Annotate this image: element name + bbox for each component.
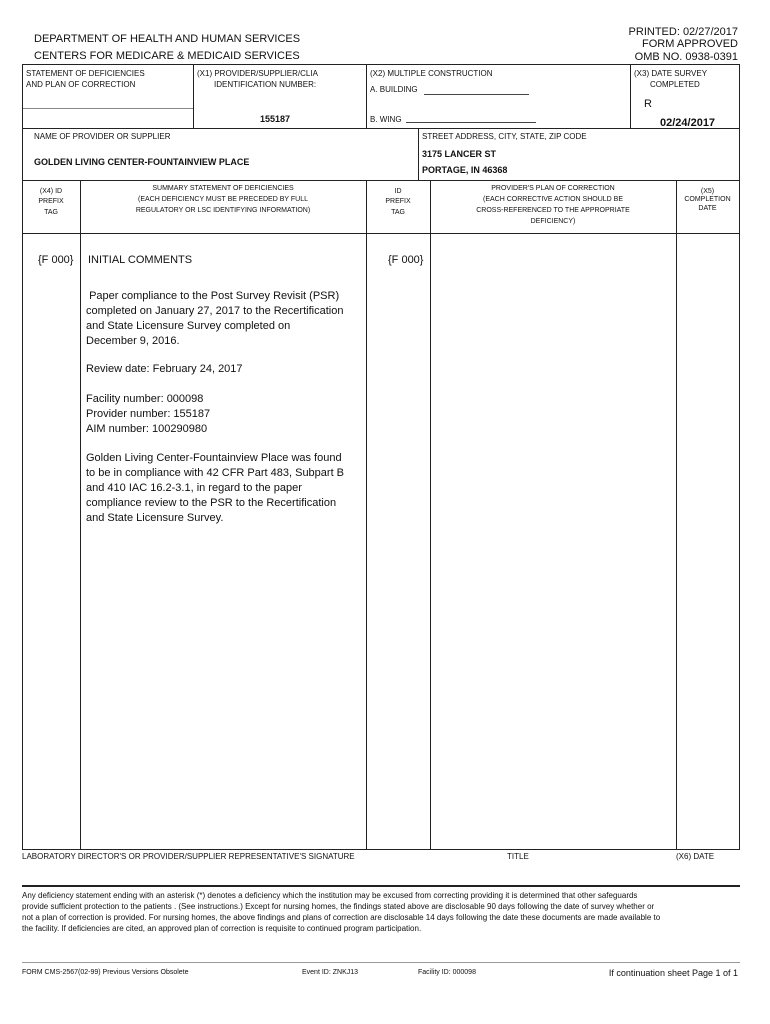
footer-rule <box>22 962 740 963</box>
signature-date-label: (X6) DATE <box>676 852 715 861</box>
building-label: A. BUILDING <box>370 85 418 94</box>
compliance-finding: Golden Living Center-Fountainview Place was found to be in compliance with 42 CFR Part 483, Subpart B and 410 IAC 16.2-3.1, in regard to the paper compliance review to the PSR to the Recertification and State Licensure Survey. <box>86 452 345 524</box>
street-address: 3175 LANCER ST <box>422 149 497 159</box>
review-date: Review date: February 24, 2017 <box>86 363 243 375</box>
prefix-tag-right: {F 000} <box>388 254 424 266</box>
col-divider-2 <box>366 180 367 849</box>
box1-bottom-border <box>22 128 740 129</box>
x5-header-2: COMPLETION <box>684 196 731 203</box>
plan-header-2: (EACH CORRECTIVE ACTION SHOULD BE <box>482 196 624 203</box>
x3-sublabel: COMPLETED <box>650 80 700 89</box>
initial-comments-heading: INITIAL COMMENTS <box>88 254 193 266</box>
id-header: ID <box>394 188 402 195</box>
box2-bottom-border <box>22 180 740 181</box>
statement-label: STATEMENT OF DEFICIENCIES <box>26 69 145 78</box>
provider-name: GOLDEN LIVING CENTER-FOUNTAINVIEW PLACE <box>34 157 250 167</box>
id-header-3: TAG <box>391 209 405 216</box>
city-state-zip: PORTAGE, IN 46368 <box>422 165 508 175</box>
aim-number: AIM number: 100290980 <box>86 423 208 435</box>
printed-date: PRINTED: 02/27/2017 <box>628 26 738 38</box>
x5-header: (X5) <box>700 188 715 195</box>
col-divider-1 <box>80 180 81 849</box>
x3-label: (X3) DATE SURVEY <box>634 69 708 78</box>
box1-divider-2 <box>366 64 367 128</box>
id-header-2: PREFIX <box>385 198 411 205</box>
column-header-bottom <box>22 233 740 234</box>
x4-header: (X4) ID <box>39 188 63 195</box>
facility-id: Facility ID: 000098 <box>418 969 476 976</box>
compliance-paragraph: Paper compliance to the Post Survey Revisit (PSR) completed on January 27, 2017 to the Recertification and State Licensure Survey completed on December 9, 2016. <box>86 290 347 347</box>
title-label: TITLE <box>507 852 529 861</box>
provider-id: 155187 <box>260 114 291 124</box>
prefix-tag-left: {F 000} <box>38 254 74 266</box>
table-right-border <box>739 64 740 849</box>
provider-name-label: NAME OF PROVIDER OR SUPPLIER <box>34 132 171 141</box>
disclaimer-text: Any deficiency statement ending with an asterisk (*) denotes a deficiency which the institution may be excused from correcting providing it is determined that other safeguards provide sufficient protection to the patients . (See instructions.) Except for nursing homes, the findings stated above are disclosable 90 days following the date of survey whether or not a plan of correction is provided. For nursing homes, the above findings and plans of correction are disclosable 14 days following the date these documents are made available to the facility. If deficiencies are cited, an approved plan of correction is requisite to continued program participation. <box>22 891 661 933</box>
x4-header-2: PREFIX <box>38 198 64 205</box>
x5-header-3: DATE <box>698 205 717 212</box>
summary-header-3: REGULATORY OR LSC IDENTIFYING INFORMATION) <box>135 207 311 214</box>
facility-number: Facility number: 000098 <box>86 393 204 405</box>
department-title: DEPARTMENT OF HEALTH AND HUMAN SERVICES <box>34 33 301 45</box>
box1-sub-line <box>22 108 193 109</box>
survey-date: 02/24/2017 <box>660 117 716 129</box>
building-blank <box>424 94 529 95</box>
table-left-border <box>22 64 23 849</box>
box1-top-border <box>22 64 740 65</box>
box1-divider-3 <box>630 64 631 128</box>
summary-header: SUMMARY STATEMENT OF DEFICIENCIES <box>152 185 294 192</box>
wing-blank <box>406 122 536 123</box>
plan-header-4: DEFICIENCY) <box>530 218 576 225</box>
plan-header: PROVIDER'S PLAN OF CORRECTION <box>491 185 615 192</box>
signature-bottom-border <box>22 885 740 887</box>
plan-header-3: CROSS-REFERENCED TO THE APPROPRIATE <box>476 207 630 214</box>
x2-label: (X2) MULTIPLE CONSTRUCTION <box>370 69 493 78</box>
box1-divider-1 <box>193 64 194 128</box>
address-label: STREET ADDRESS, CITY, STATE, ZIP CODE <box>422 132 587 141</box>
x1-label: (X1) PROVIDER/SUPPLIER/CLIA <box>197 69 318 78</box>
col-divider-4 <box>676 180 677 849</box>
plan-label: AND PLAN OF CORRECTION <box>26 80 136 89</box>
agency-title: CENTERS FOR MEDICARE & MEDICAID SERVICES <box>34 50 300 62</box>
table-bottom-border <box>22 849 740 850</box>
col-divider-3 <box>430 180 431 849</box>
signature-label: LABORATORY DIRECTOR'S OR PROVIDER/SUPPLIER REPRESENTATIVE'S SIGNATURE <box>22 852 355 861</box>
form-id: FORM CMS-2567(02-99) Previous Versions Obsolete <box>22 969 189 976</box>
survey-code: R <box>644 98 652 110</box>
wing-label: B. WING <box>370 115 402 124</box>
page-continuation: If continuation sheet Page 1 of 1 <box>608 968 738 978</box>
form-approved: FORM APPROVED <box>642 38 738 50</box>
provider-number: Provider number: 155187 <box>86 408 211 420</box>
x4-header-3: TAG <box>44 209 58 216</box>
summary-header-2: (EACH DEFICIENCY MUST BE PRECEDED BY FULL <box>138 196 308 203</box>
x1-sublabel: IDENTIFICATION NUMBER: <box>214 80 317 89</box>
omb-number: OMB NO. 0938-0391 <box>634 51 738 63</box>
event-id: Event ID: ZNKJ13 <box>302 969 359 976</box>
box2-divider <box>418 128 419 180</box>
